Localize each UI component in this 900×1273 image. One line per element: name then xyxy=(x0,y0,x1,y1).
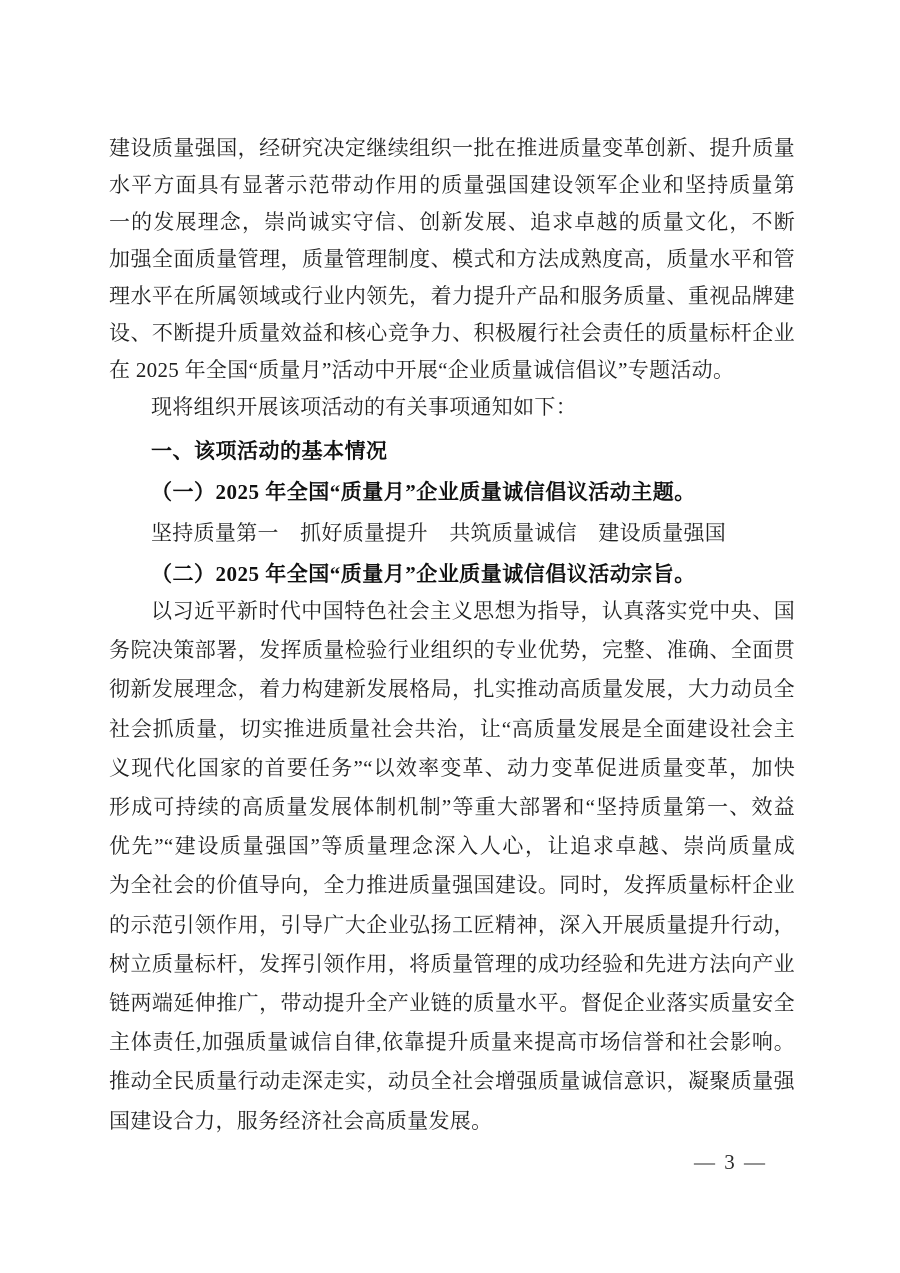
text-line: 优先”“建设质量强国”等质量理念深入人心，让追求卓越、崇尚质量成 xyxy=(109,834,795,859)
heading-section xyxy=(109,431,795,595)
text-line: 坚持质量第一 抓好质量提升 共筑质量诚信 建设质量强国 xyxy=(151,521,727,545)
text-line: 水平方面具有显著示范带动作用的质量强国建设领军企业和坚持质量第 xyxy=(109,173,795,197)
opening-section xyxy=(109,130,795,426)
text-line: 社会抓质量，切实推进质量社会共治，让“高质量发展是全面建设社会主 xyxy=(109,716,795,741)
text-line: 主体责任,加强质量诚信自律,依靠提升质量来提高市场信誉和社会影响。 xyxy=(109,1030,795,1055)
text-line: 理水平在所属领域或行业内领先，着力提升产品和服务质量、重视品牌建 xyxy=(109,284,795,308)
text-line: 国建设合力，服务经济社会高质量发展。 xyxy=(109,1108,493,1133)
text-line: 义现代化国家的首要任务”“以效率变革、动力变革促进质量变革，加快 xyxy=(109,755,795,780)
text-line: （一）2025 年全国“质量月”企业质量诚信倡议活动主题。 xyxy=(151,480,696,504)
text-line: 在 2025 年全国“质量月”活动中开展“企业质量诚信倡议”专题活动。 xyxy=(109,358,735,382)
purpose-section xyxy=(109,592,795,1141)
text-line: 树立质量标杆，发挥引领作用，将质量管理的成功经验和先进方法向产业 xyxy=(109,951,795,976)
text-line: 建设质量强国，经研究决定继续组织一批在推进质量变革创新、提升质量 xyxy=(109,136,795,160)
text-line: （二）2025 年全国“质量月”企业质量诚信倡议活动宗旨。 xyxy=(151,562,696,586)
page-number: — 3 — xyxy=(694,1150,767,1174)
text-line: 一、该项活动的基本情况 xyxy=(151,440,388,463)
document-body xyxy=(109,0,795,1141)
text-line: 链两端延伸推广，带动提升全产业链的质量水平。督促企业落实质量安全 xyxy=(109,991,795,1016)
text-line: 现将组织开展该项活动的有关事项通知如下： xyxy=(151,395,577,419)
text-line: 为全社会的价值导向，全力推进质量强国建设。同时，发挥质量标杆企业 xyxy=(109,873,795,898)
text-line: 彻新发展理念，着力构建新发展格局，扎实推动高质量发展，大力动员全 xyxy=(109,677,795,702)
text-line: 推动全民质量行动走深走实，动员全社会增强质量诚信意识，凝聚质量强 xyxy=(109,1069,795,1094)
text-line: 的示范引领作用，引导广大企业弘扬工匠精神，深入开展质量提升行动， xyxy=(109,912,795,937)
text-line: 形成可持续的高质量发展体制机制”等重大部署和“坚持质量第一、效益 xyxy=(109,795,795,820)
text-line: 务院决策部署，发挥质量检验行业组织的专业优势，完整、准确、全面贯 xyxy=(109,638,795,663)
text-line: 加强全面质量管理，质量管理制度、模式和方法成熟度高，质量水平和管 xyxy=(109,247,795,271)
text-line: 一的发展理念，崇尚诚实守信、创新发展、追求卓越的质量文化，不断 xyxy=(109,210,795,234)
text-line: 设、不断提升质量效益和核心竞争力、积极履行社会责任的质量标杆企业 xyxy=(109,321,795,345)
text-line: 以习近平新时代中国特色社会主义思想为指导，认真落实党中央、国 xyxy=(151,599,795,623)
